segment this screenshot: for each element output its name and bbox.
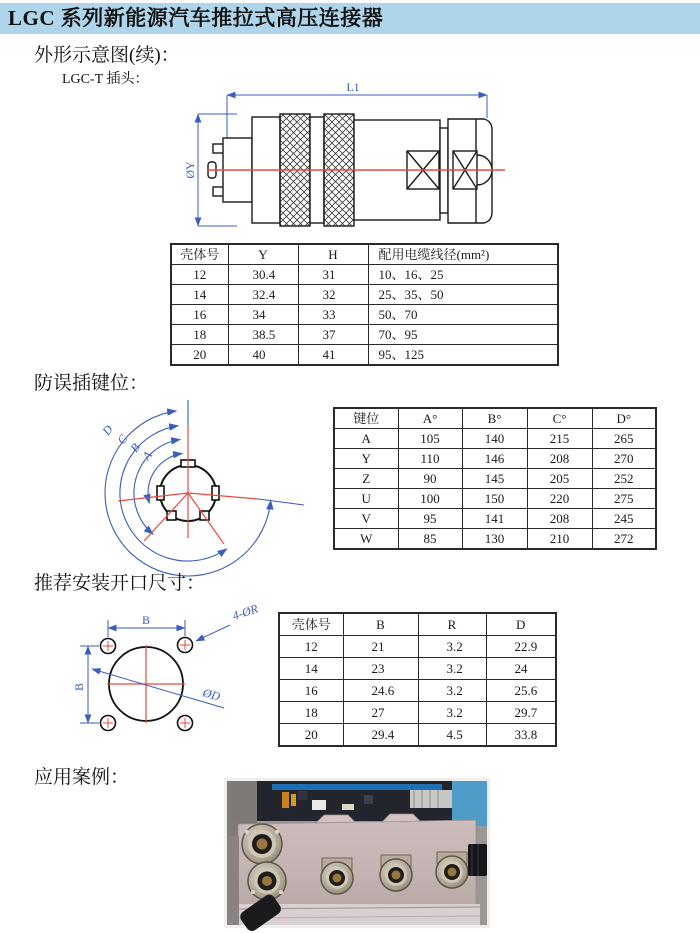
table-row [171, 345, 558, 366]
holes-label: 4-ØR [230, 601, 260, 623]
table-cell: 95、125 [368, 345, 558, 366]
table-cell: 12 [171, 265, 228, 285]
table-cell: 22.9 [486, 636, 556, 658]
table-cell: 18 [279, 702, 343, 724]
table-cell: 140 [462, 429, 527, 449]
l1-dimension-label: L1 [346, 80, 360, 94]
table-cell: W [334, 529, 398, 550]
table-cell: 14 [279, 658, 343, 680]
table-cell: V [334, 509, 398, 529]
application-photo [224, 778, 490, 928]
table-cell: 208 [527, 509, 592, 529]
arc-label-c: C [114, 431, 131, 447]
column-header: R [418, 613, 486, 636]
table-row [279, 680, 556, 702]
table-cell: 29.4 [343, 724, 418, 747]
column-header: 键位 [334, 408, 398, 429]
connector-outline-drawing [185, 80, 507, 240]
column-header: D [486, 613, 556, 636]
table-row [171, 305, 558, 325]
keying-angle-table [333, 407, 657, 550]
key-index-lines [118, 426, 258, 544]
table-row [334, 449, 656, 469]
table-header-row [279, 613, 556, 636]
table-cell: 265 [592, 429, 656, 449]
table-cell: 205 [527, 469, 592, 489]
column-header: 壳体号 [171, 244, 228, 265]
table-cell: 24 [486, 658, 556, 680]
table-cell: 37 [298, 325, 368, 345]
table-cell: 146 [462, 449, 527, 469]
table-row [171, 325, 558, 345]
column-header: 壳体号 [279, 613, 343, 636]
column-header: A° [398, 408, 462, 429]
table-row [334, 429, 656, 449]
table-cell: 105 [398, 429, 462, 449]
table-cell: 50、70 [368, 305, 558, 325]
table-cell: 29.7 [486, 702, 556, 724]
opening-dimension-table [278, 612, 557, 747]
holes-leader-line [196, 625, 230, 641]
column-header: 配用电缆线径(mm²) [368, 244, 558, 265]
table-cell: 33 [298, 305, 368, 325]
plug-type-label: LGC-T 插头： [62, 72, 149, 87]
arc-label-a: A [139, 448, 155, 463]
diameter-label: ØD [201, 685, 222, 704]
table-cell: 3.2 [418, 636, 486, 658]
table-cell: 252 [592, 469, 656, 489]
table-row [334, 469, 656, 489]
column-header: B [343, 613, 418, 636]
table-cell: Z [334, 469, 398, 489]
table-cell: 3.2 [418, 702, 486, 724]
table-row [279, 724, 556, 747]
table-cell: 110 [398, 449, 462, 469]
keying-diagram [68, 392, 328, 577]
arc-label-d: D [99, 422, 116, 438]
table-cell: 275 [592, 489, 656, 509]
section-heading-outline: 外形示意图(续)： [34, 45, 180, 66]
oy-dimension-label: ØY [183, 161, 197, 179]
table-header-row [334, 408, 656, 429]
table-cell: 4.5 [418, 724, 486, 747]
table-cell: 24.6 [343, 680, 418, 702]
table-cell: 23 [343, 658, 418, 680]
column-header: C° [527, 408, 592, 429]
table-cell: 12 [279, 636, 343, 658]
black-connector [468, 844, 487, 876]
b-top-label: B [141, 613, 151, 627]
table-row [279, 658, 556, 680]
table-cell: 16 [171, 305, 228, 325]
table-cell: 3.2 [418, 658, 486, 680]
table-cell: 150 [462, 489, 527, 509]
table-cell: 20 [279, 724, 343, 747]
title-bar [0, 3, 700, 34]
table-cell: Y [334, 449, 398, 469]
column-header: H [298, 244, 368, 265]
table-cell: U [334, 489, 398, 509]
column-header: B° [462, 408, 527, 429]
table-cell: 272 [592, 529, 656, 550]
table-row [279, 702, 556, 724]
table-cell: 16 [279, 680, 343, 702]
table-cell: 41 [298, 345, 368, 366]
table-cell: 90 [398, 469, 462, 489]
table-row [334, 509, 656, 529]
table-cell: 208 [527, 449, 592, 469]
table-cell: 27 [343, 702, 418, 724]
table-cell: 95 [398, 509, 462, 529]
table-cell: 32 [298, 285, 368, 305]
table-cell: 70、95 [368, 325, 558, 345]
table-cell: 33.8 [486, 724, 556, 747]
table-row [171, 265, 558, 285]
section-heading-application: 应用案例： [34, 767, 130, 788]
section-heading-keying: 防误插键位： [34, 373, 149, 394]
table-row [334, 529, 656, 550]
table-cell: 141 [462, 509, 527, 529]
page-title: LGC 系列新能源汽车推拉式高压连接器 [8, 6, 384, 30]
table-row [171, 285, 558, 305]
table-cell: 18 [171, 325, 228, 345]
table-cell: A [334, 429, 398, 449]
table-cell: 215 [527, 429, 592, 449]
table-cell: 210 [527, 529, 592, 550]
table-row [334, 489, 656, 509]
mounting-opening-diagram [62, 600, 282, 760]
table-cell: 245 [592, 509, 656, 529]
table-cell: 100 [398, 489, 462, 509]
shell-dimension-table [170, 243, 559, 366]
table-cell: 85 [398, 529, 462, 550]
table-cell: 14 [171, 285, 228, 305]
table-cell: 25.6 [486, 680, 556, 702]
table-cell: 34 [228, 305, 298, 325]
table-cell: 38.5 [228, 325, 298, 345]
table-cell: 270 [592, 449, 656, 469]
table-cell: 25、35、50 [368, 285, 558, 305]
table-cell: 40 [228, 345, 298, 366]
b-left-label: B [72, 682, 86, 692]
opening-crosshair [107, 645, 185, 723]
table-cell: 10、16、25 [368, 265, 558, 285]
table-cell: 145 [462, 469, 527, 489]
table-cell: 21 [343, 636, 418, 658]
table-cell: 31 [298, 265, 368, 285]
table-header-row [171, 244, 558, 265]
arc-label-b: B [127, 440, 143, 455]
column-header: Y [228, 244, 298, 265]
table-cell: 20 [171, 345, 228, 366]
section-heading-opening: 推荐安装开口尺寸： [34, 573, 206, 594]
table-cell: 30.4 [228, 265, 298, 285]
table-cell: 220 [527, 489, 592, 509]
column-header: D° [592, 408, 656, 429]
table-row [279, 636, 556, 658]
table-cell: 3.2 [418, 680, 486, 702]
table-cell: 32.4 [228, 285, 298, 305]
table-cell: 130 [462, 529, 527, 550]
